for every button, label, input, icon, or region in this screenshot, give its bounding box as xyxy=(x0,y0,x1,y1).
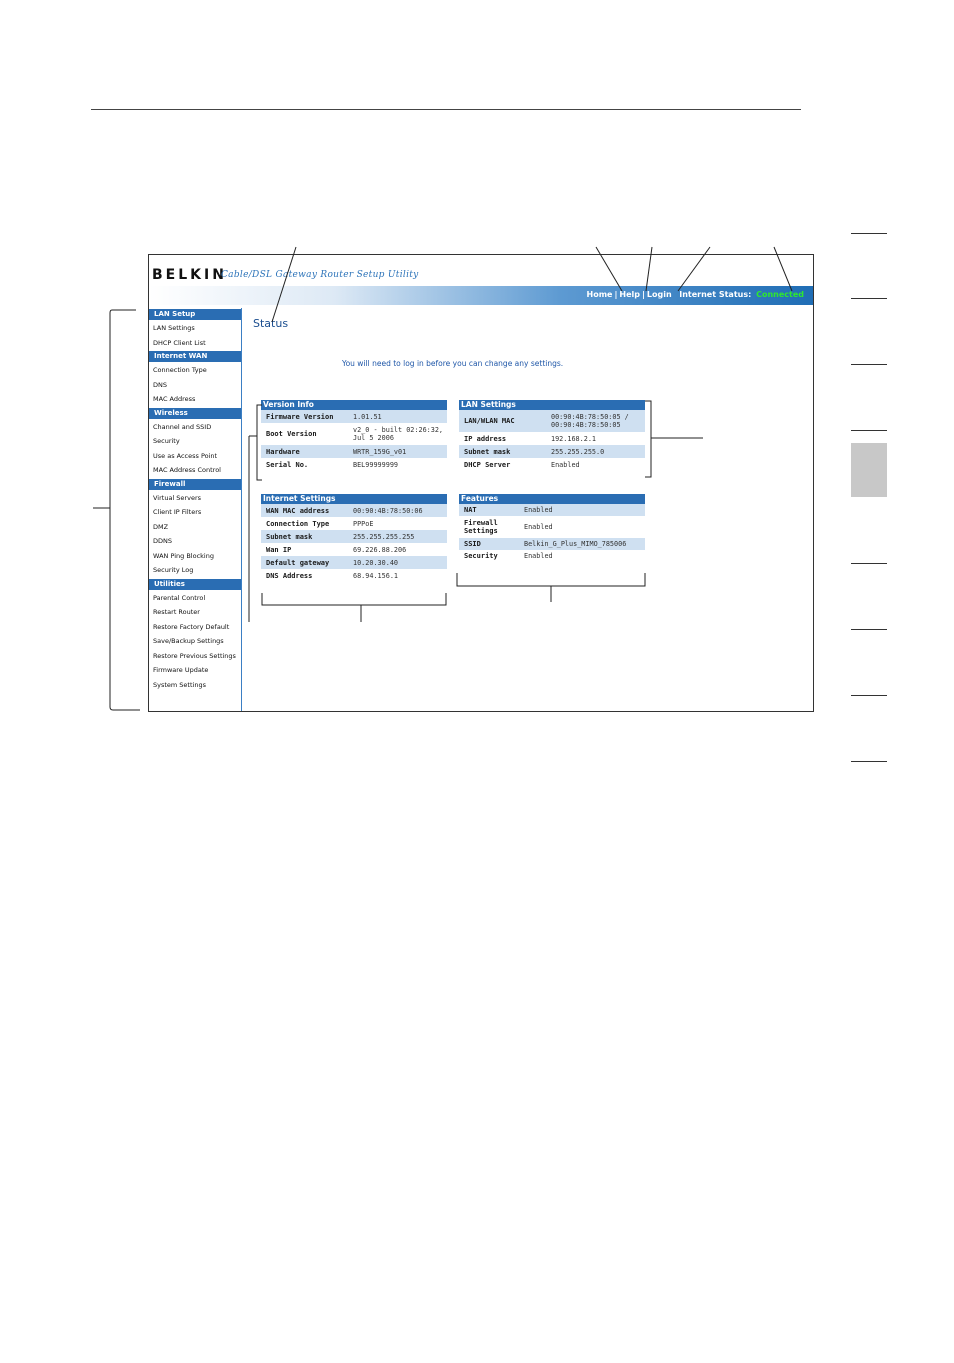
row-value-line: 00:90:4B:78:50:05 / xyxy=(551,413,629,421)
row-label: SSID xyxy=(464,540,481,548)
row-label: Default gateway xyxy=(266,558,330,567)
row-value: Belkin_G_Plus_MIMO_785006 xyxy=(524,540,627,548)
sidebar-item-security-log[interactable]: Security Log xyxy=(153,566,194,574)
panel-title: Features xyxy=(459,494,645,504)
row-label: WAN MAC address xyxy=(266,506,330,515)
link-separator: | xyxy=(614,290,618,299)
sidebar-item-system-settings[interactable]: System Settings xyxy=(153,680,206,689)
panel-title: Internet Settings xyxy=(261,494,447,504)
row-value: 69.226.88.206 xyxy=(353,545,407,554)
row-value: Enabled xyxy=(551,460,580,469)
sidebar-item-connection-type[interactable]: Connection Type xyxy=(153,366,207,374)
login-notice: You will need to log in before you can change any settings. xyxy=(342,359,564,368)
row-value: 10.20.30.40 xyxy=(353,558,399,567)
internet-bracket xyxy=(262,593,446,605)
sidebar-item-access-point[interactable]: Use as Access Point xyxy=(153,451,218,460)
row-value: 00:90:4B:78:50:06 xyxy=(353,506,423,515)
row-label: DNS Address xyxy=(266,571,313,580)
row-label: Serial No. xyxy=(266,460,309,469)
home-link[interactable]: Home xyxy=(586,290,613,299)
row-label: LAN/WLAN MAC xyxy=(464,417,515,425)
row-label: Hardware xyxy=(266,447,300,456)
row-label: Wan IP xyxy=(266,545,292,554)
login-link[interactable]: Login xyxy=(646,290,672,299)
row-value: 192.168.2.1 xyxy=(551,434,597,443)
row-value: Enabled xyxy=(524,523,553,531)
panel-title: LAN Settings xyxy=(459,400,645,410)
row-label: Subnet mask xyxy=(464,447,511,456)
internet-status-label: Internet Status: xyxy=(679,290,752,299)
sidebar-item-parental-control[interactable]: Parental Control xyxy=(153,593,206,602)
sidebar-section-internet-wan[interactable]: Internet WAN xyxy=(149,351,241,362)
sidebar-section-utilities[interactable]: Utilities xyxy=(149,579,241,590)
row-label-line: Firewall xyxy=(464,519,498,527)
row-label: Firmware Version xyxy=(266,412,334,421)
row-label: Connection Type xyxy=(266,519,330,528)
row-label: Boot Version xyxy=(266,430,317,438)
login-callout-line xyxy=(678,247,710,291)
sidebar-section-lan-setup[interactable]: LAN Setup xyxy=(149,309,241,320)
sidebar-item-dmz[interactable]: DMZ xyxy=(153,522,169,531)
sidebar-item-dhcp-client-list[interactable]: DHCP Client List xyxy=(153,338,206,347)
row-value-line: 00:90:4B:78:50:05 xyxy=(551,421,621,429)
version-bracket xyxy=(257,405,262,480)
row-value: 1.01.51 xyxy=(353,412,382,421)
sidebar-item-dns[interactable]: DNS xyxy=(153,380,167,389)
row-value: BEL99999999 xyxy=(353,460,399,469)
help-callout-line xyxy=(646,247,652,291)
sidebar-item-client-ip-filters[interactable]: Client IP Filters xyxy=(153,508,202,516)
sidebar-item-channel-ssid[interactable]: Channel and SSID xyxy=(153,422,212,431)
page-title: Status xyxy=(253,317,289,330)
row-label-line: Settings xyxy=(464,527,498,535)
logo-subtitle: Cable/DSL Gateway Router Setup Utility xyxy=(221,270,419,280)
sidebar-item-virtual-servers[interactable]: Virtual Servers xyxy=(153,493,202,502)
row-value: 255.255.255.0 xyxy=(551,447,605,456)
sidebar-item-save-backup[interactable]: Save/Backup Settings xyxy=(153,637,224,645)
belkin-logo: BELKIN xyxy=(152,267,227,283)
row-value: PPPoE xyxy=(353,519,374,528)
home-callout-line xyxy=(596,247,622,291)
sidebar-item-mac-address-control[interactable]: MAC Address Control xyxy=(153,466,221,474)
sidebar-item-ddns[interactable]: DDNS xyxy=(153,537,172,545)
internet-status-value: Connected xyxy=(756,290,804,299)
sidebar-item-wan-ping-blocking[interactable]: WAN Ping Blocking xyxy=(153,551,214,560)
row-label: Subnet mask xyxy=(266,532,313,541)
lan-bracket xyxy=(645,401,651,477)
sidebar-section-firewall[interactable]: Firewall xyxy=(149,479,241,490)
row-label: IP address xyxy=(464,434,507,443)
sidebar-section-wireless[interactable]: Wireless xyxy=(149,408,241,419)
help-link[interactable]: Help xyxy=(619,290,640,299)
row-label: DHCP Server xyxy=(464,460,511,469)
row-value-line: Jul 5 2006 xyxy=(353,434,394,442)
sidebar-item-security[interactable]: Security xyxy=(153,437,180,445)
row-label: Security xyxy=(464,552,498,560)
features-bracket xyxy=(457,573,645,586)
row-label: NAT xyxy=(464,506,477,514)
panel-title: Version Info xyxy=(261,400,447,410)
row-value: Enabled xyxy=(524,506,553,514)
sidebar-item-firmware-update[interactable]: Firmware Update xyxy=(153,666,209,674)
row-value: WRTR_159G_v01 xyxy=(353,447,407,456)
sidebar-item-lan-settings[interactable]: LAN Settings xyxy=(153,324,195,332)
sidebar-item-restart-router[interactable]: Restart Router xyxy=(153,608,200,616)
title-callout-line xyxy=(272,247,296,322)
row-value: Enabled xyxy=(524,552,553,560)
row-value: 255.255.255.255 xyxy=(353,532,415,541)
sidebar-item-mac-address[interactable]: MAC Address xyxy=(153,395,196,403)
link-separator: | xyxy=(641,290,645,299)
row-value-line: v2_0 - built 02:26:32, xyxy=(353,426,444,434)
row-value: 68.94.156.1 xyxy=(353,571,399,580)
sidebar-item-restore-previous[interactable]: Restore Previous Settings xyxy=(153,651,236,660)
sidebar-item-restore-factory-default[interactable]: Restore Factory Default xyxy=(153,622,230,631)
status-callout-line xyxy=(774,247,792,291)
sidebar-bracket xyxy=(110,310,140,710)
